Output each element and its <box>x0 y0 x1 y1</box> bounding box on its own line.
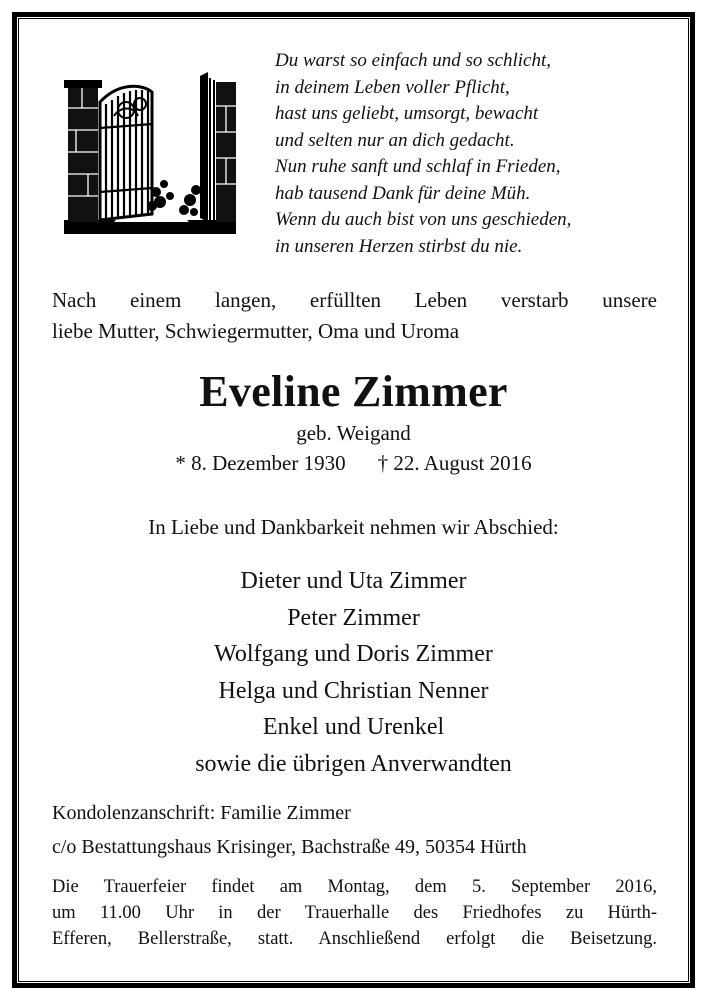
mourner: Enkel und Urenkel <box>262 714 445 740</box>
poem <box>275 48 685 260</box>
address-line-2: c/o Bestattungshaus Krisinger, Bachstraße 49, 50354 Hürth <box>52 836 527 858</box>
poem-line: Du warst so einfach und so schlicht, <box>275 50 552 71</box>
life-dates <box>0 451 707 476</box>
condolence-address <box>52 796 662 864</box>
cemetery-gate-image <box>64 72 236 234</box>
poem-line: Nun ruhe sanft und schlaf in Frieden, <box>275 156 561 177</box>
death-date: † 22. August 2016 <box>377 451 532 475</box>
mourner: sowie die übrigen Anverwandten <box>195 750 512 777</box>
poem-line: und selten nur an dich gedacht. <box>275 129 515 151</box>
maiden-name: geb. Weigand <box>296 421 411 445</box>
service-line: Die Trauerfeier findet am Montag, dem 5. September 2016, <box>52 877 657 897</box>
deceased-name: Eveline Zimmer <box>199 367 508 416</box>
farewell-line: In Liebe und Dankbarkeit nehmen wir Abschied: <box>148 515 559 539</box>
poem-line: hab tausend Dank für deine Müh. <box>275 182 531 204</box>
mourner: Helga und Christian Nenner <box>218 677 489 704</box>
service-line: Efferen, Bellerstraße, statt. Anschließend erfolgt die Beisetzung. <box>52 929 657 949</box>
mourner: Peter Zimmer <box>287 604 420 631</box>
mourner: Wolfgang und Doris Zimmer <box>214 641 493 667</box>
service-line: um 11.00 Uhr in der Trauerhalle des Friedhofes zu Hürth- <box>52 903 657 923</box>
birth-date: * 8. Dezember 1930 <box>175 451 346 475</box>
poem-line: in deinem Leben voller Pflicht, <box>275 76 510 98</box>
address-line-1: Kondolenzanschrift: Familie Zimmer <box>52 802 351 824</box>
funeral-service-info <box>52 874 657 952</box>
poem-line: in unseren Herzen stirbst du nie. <box>275 235 523 257</box>
intro-text <box>52 285 657 347</box>
mourners-list <box>0 563 707 782</box>
intro-line-1: Nach einem langen, erfüllten Leben verstarb unsere <box>52 288 657 312</box>
intro-line-2: liebe Mutter, Schwiegermutter, Oma und Uroma <box>52 319 460 343</box>
poem-line: Wenn du auch bist von uns geschieden, <box>275 209 572 230</box>
mourner: Dieter und Uta Zimmer <box>240 568 467 594</box>
poem-line: hast uns geliebt, umsorgt, bewacht <box>275 103 539 124</box>
